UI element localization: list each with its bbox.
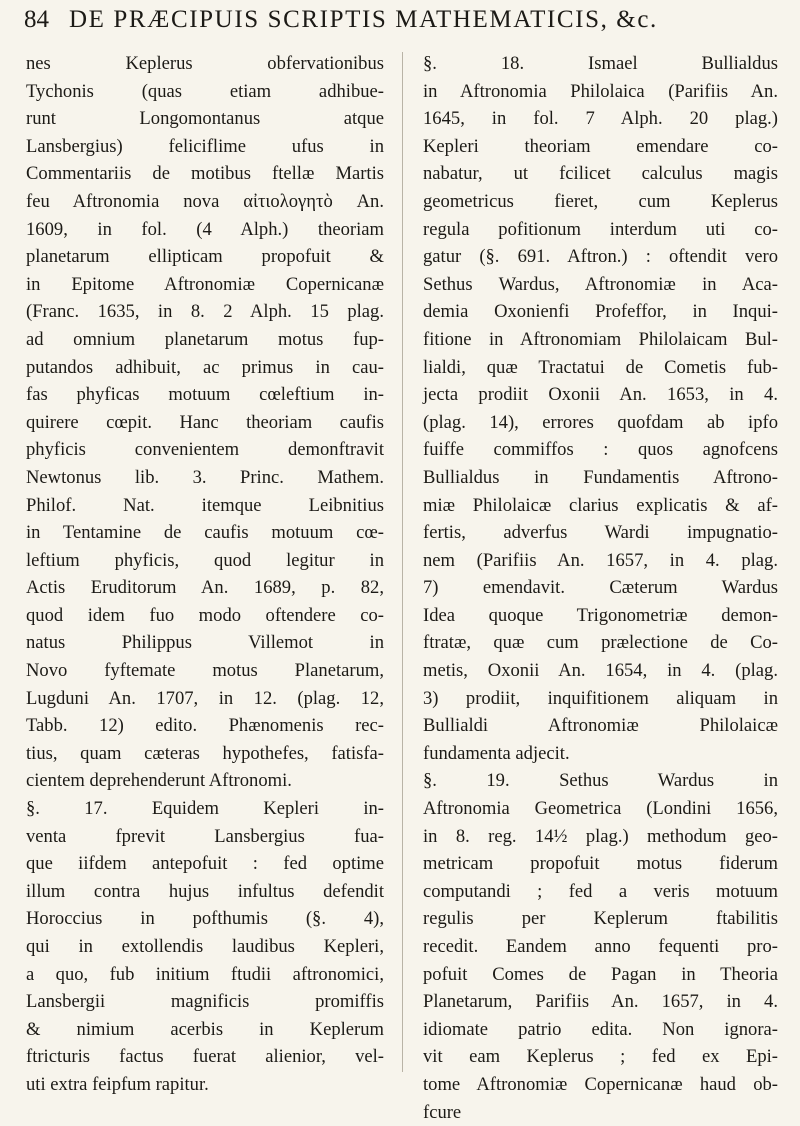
text-line: 7) emendavit. Cæterum Wardus bbox=[423, 577, 778, 599]
text-line: pofuit Comes de Pagan in Theoria bbox=[423, 963, 778, 985]
text-line: Newtonus lib. 3. Princ. Mathem. bbox=[26, 466, 384, 488]
text-line: Horoccius in pofthumis (§. 4), bbox=[26, 908, 384, 930]
text-line: 1609, in fol. (4 Alph.) theoriam bbox=[26, 218, 384, 240]
text-line: ftricturis factus fuerat alienior, vel- bbox=[26, 1046, 384, 1068]
text-line: §. 19. Sethus Wardus in bbox=[423, 770, 778, 792]
right-column bbox=[423, 50, 778, 1123]
text-line: quirere cœpit. Hanc theoriam caufis bbox=[26, 411, 384, 433]
page-number: 84 bbox=[24, 6, 49, 33]
text-line: fas phyficas motuum cœleftium in- bbox=[26, 384, 384, 406]
text-line: idiomate patrio edita. Non ignora- bbox=[423, 1018, 778, 1040]
text-line: leftium phyficis, quod legitur in bbox=[26, 549, 384, 571]
text-line: in Aftronomia Philolaica (Parifiis An. bbox=[423, 80, 778, 102]
text-line: demia Oxonienfi Profeffor, in Inqui- bbox=[423, 301, 778, 323]
text-line: fitione in Aftronomiam Philolaicam Bul- bbox=[423, 328, 778, 350]
text-line: Idea quoque Trigonometriæ demon- bbox=[423, 604, 778, 626]
text-line: venta fprevit Lansbergius fua- bbox=[26, 825, 384, 847]
text-line: & nimium acerbis in Keplerum bbox=[26, 1018, 384, 1040]
text-line: §. 18. Ismael Bullialdus bbox=[423, 53, 778, 74]
text-line: Tychonis (quas etiam adhibue- bbox=[26, 80, 384, 102]
text-line: illum contra hujus infultus defendit bbox=[26, 880, 384, 902]
text-line: fundamenta adjecit. bbox=[423, 742, 570, 764]
text-line: fertis, adverfus Wardi impugnatio- bbox=[423, 522, 778, 544]
text-line: ftratæ, quæ cum prælectione de Co- bbox=[423, 632, 778, 654]
text-line: metricam propofuit motus fiderum bbox=[423, 853, 778, 875]
text-line: gatur (§. 691. Aftron.) : oftendit vero bbox=[423, 246, 778, 268]
text-line: que iifdem antepofuit : fed optime bbox=[26, 853, 384, 875]
text-line: Philof. Nat. itemque Leibnitius bbox=[26, 494, 384, 516]
text-line: fcure bbox=[423, 1101, 462, 1123]
text-line: phyficis convenientem demonftravit bbox=[26, 439, 384, 461]
text-line: cientem deprehenderunt Aftronomi. bbox=[26, 770, 292, 792]
text-line: a quo, fub initium ftudii aftronomici, bbox=[26, 963, 384, 985]
text-line: nem (Parifiis An. 1657, in 4. plag. bbox=[423, 549, 778, 571]
text-line: planetarum ellipticam propofuit & bbox=[26, 246, 384, 268]
text-line: computandi ; fed a veris motuum bbox=[423, 880, 778, 902]
text-line: in Tentamine de caufis motuum cœ- bbox=[26, 522, 384, 544]
text-line: runt Longomontanus atque bbox=[26, 108, 384, 130]
text-line: §. 17. Equidem Kepleri in- bbox=[26, 798, 384, 820]
text-line: uti extra feipfum rapitur. bbox=[26, 1073, 209, 1095]
text-line: 1645, in fol. 7 Alph. 20 plag.) bbox=[423, 108, 778, 130]
text-line: regula pofitionum interdum uti co- bbox=[423, 218, 778, 240]
text-line: qui in extollendis laudibus Kepleri, bbox=[26, 936, 384, 957]
text-line: Actis Eruditorum An. 1689, p. 82, bbox=[26, 577, 384, 599]
text-line: tome Aftronomiæ Copernicanæ haud ob- bbox=[423, 1073, 778, 1095]
text-line: Commentariis de motibus ftellæ Martis bbox=[26, 163, 384, 185]
text-line: Sethus Wardus, Aftronomiæ in Aca- bbox=[423, 273, 778, 295]
page-header bbox=[24, 6, 784, 46]
text-line: jecta prodiit Oxonii An. 1653, in 4. bbox=[423, 384, 778, 406]
text-line: Planetarum, Parifiis An. 1657, in 4. bbox=[423, 991, 778, 1013]
text-line: tius, quam cæteras hypothefes, fatisfa- bbox=[26, 742, 384, 764]
text-line: Bullialdi Aftronomiæ Philolaicæ bbox=[423, 715, 778, 737]
text-line: Kepleri theoriam emendare co- bbox=[423, 135, 778, 157]
text-line: (Franc. 1635, in 8. 2 Alph. 15 plag. bbox=[26, 301, 384, 323]
running-title: DE PRÆCIPUIS SCRIPTIS MATHEMATICIS, &c. bbox=[69, 6, 658, 33]
text-line: putandos adhibuit, ac primus in cau- bbox=[26, 356, 384, 378]
text-line: Lansbergii magnificis promiffis bbox=[26, 991, 384, 1013]
text-line: feu Aftronomia nova αἰτιολογητὸ An. bbox=[26, 190, 384, 212]
text-line: Tabb. 12) edito. Phænomenis rec- bbox=[26, 715, 384, 737]
text-line: fuiffe commiffos : quos agnofcens bbox=[423, 439, 778, 461]
text-line: nes Keplerus obfervationibus bbox=[26, 53, 384, 74]
text-line: regulis per Keplerum ftabilitis bbox=[423, 908, 778, 930]
column-divider bbox=[402, 52, 403, 1072]
text-line: lialdi, quæ Tractatui de Cometis fub- bbox=[423, 356, 778, 378]
text-line: Aftronomia Geometrica (Londini 1656, bbox=[423, 798, 778, 820]
text-line: (plag. 14), errores quofdam ab ipfo bbox=[423, 411, 778, 433]
text-line: Lugduni An. 1707, in 12. (plag. 12, bbox=[26, 687, 384, 709]
text-line: recedit. Eandem anno fequenti pro- bbox=[423, 936, 778, 957]
text-line: in Epitome Aftronomiæ Copernicanæ bbox=[26, 273, 384, 295]
text-line: natus Philippus Villemot in bbox=[26, 632, 384, 654]
text-line: nabatur, ut fcilicet calculus magis bbox=[423, 163, 778, 185]
text-line: geometricus fieret, cum Keplerus bbox=[423, 190, 778, 212]
text-line: metis, Oxonii An. 1654, in 4. (plag. bbox=[423, 660, 778, 682]
text-line: Novo fyftemate motus Planetarum, bbox=[26, 660, 384, 682]
left-column bbox=[26, 50, 384, 1095]
text-line: quod idem fuo modo oftendere co- bbox=[26, 604, 384, 626]
text-line: in 8. reg. 14½ plag.) methodum geo- bbox=[423, 825, 778, 847]
text-line: Lansbergius) feliciflime ufus in bbox=[26, 135, 384, 157]
text-line: vit eam Keplerus ; fed ex Epi- bbox=[423, 1046, 778, 1068]
text-line: miæ Philolaicæ clarius explicatis & af- bbox=[423, 494, 778, 516]
text-line: Bullialdus in Fundamentis Aftrono- bbox=[423, 466, 778, 488]
text-line: ad omnium planetarum motus fup- bbox=[26, 328, 384, 350]
text-line: 3) prodiit, inquifitionem aliquam in bbox=[423, 687, 778, 709]
